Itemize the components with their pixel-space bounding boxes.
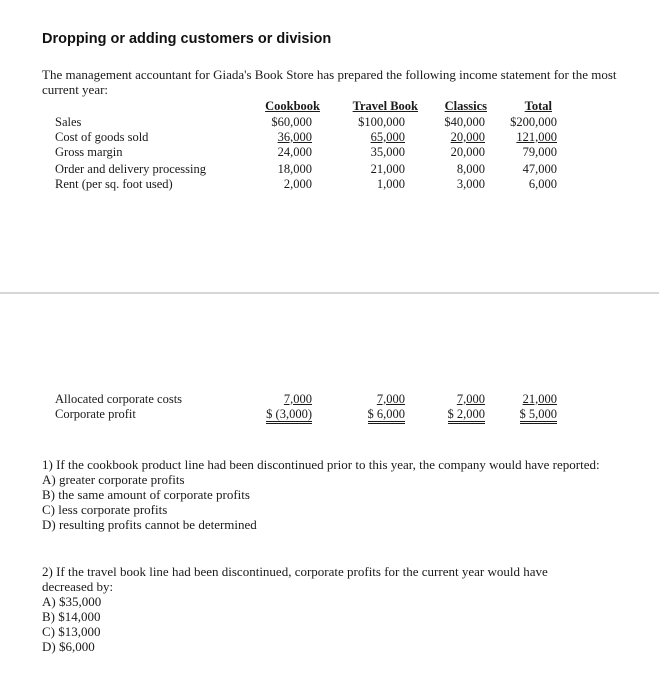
row-label-sales: Sales [55, 115, 82, 129]
cell: 21,000 [370, 162, 405, 176]
question-1-option-b[interactable]: B) the same amount of corporate profits [42, 487, 250, 502]
cell: 7,000 [456, 392, 485, 406]
cell: $ 2,000 [448, 407, 486, 424]
section-divider [0, 292, 659, 294]
question-1-option-a[interactable]: A) greater corporate profits [42, 472, 185, 487]
cell: 3,000 [456, 177, 485, 191]
cell: 121,000 [516, 130, 557, 144]
page-title: Dropping or adding customers or division [42, 31, 332, 47]
cell: 47,000 [522, 162, 557, 176]
cell: $40,000 [444, 115, 485, 129]
column-header-cookbook: Cookbook [265, 99, 320, 113]
question-2-option-d[interactable]: D) $6,000 [42, 639, 95, 654]
row-label-rent: Rent (per sq. foot used) [55, 177, 173, 191]
question-2-option-a[interactable]: A) $35,000 [42, 594, 102, 609]
row-label-gross-margin: Gross margin [55, 145, 123, 159]
cell: 18,000 [277, 162, 312, 176]
cell: 1,000 [376, 177, 405, 191]
cell: 20,000 [450, 130, 485, 144]
intro-paragraph: The management accountant for Giada's Book Store has prepared the following income statement for the most current year: [42, 67, 617, 97]
cell: 36,000 [277, 130, 312, 144]
question-2 [42, 564, 602, 654]
cell: $100,000 [358, 115, 405, 129]
question-2-prompt: 2) If the travel book line had been discontinued, corporate profits for the current year would have decreased by: [42, 564, 548, 594]
row-label-corporate-profit: Corporate profit [55, 407, 136, 421]
cell: $200,000 [510, 115, 557, 129]
question-2-option-b[interactable]: B) $14,000 [42, 609, 101, 624]
column-header-total: Total [524, 99, 552, 113]
question-1-option-d[interactable]: D) resulting profits cannot be determined [42, 517, 257, 532]
row-label-cost-of-goods-sold: Cost of goods sold [55, 130, 149, 144]
cell: $ 6,000 [368, 407, 406, 424]
cell: $60,000 [271, 115, 312, 129]
question-1 [42, 457, 602, 532]
cell: 20,000 [450, 145, 485, 159]
column-header-classics: Classics [444, 99, 487, 113]
cell: 24,000 [277, 145, 312, 159]
cell: 8,000 [456, 162, 485, 176]
cell: 7,000 [283, 392, 312, 406]
cell: 35,000 [370, 145, 405, 159]
question-2-option-c[interactable]: C) $13,000 [42, 624, 101, 639]
row-label-order-delivery: Order and delivery processing [55, 162, 206, 176]
question-1-option-c[interactable]: C) less corporate profits [42, 502, 168, 517]
cell: 6,000 [528, 177, 557, 191]
cell: 79,000 [522, 145, 557, 159]
cell: $ 5,000 [520, 407, 558, 424]
cell: 65,000 [370, 130, 405, 144]
cell: 2,000 [283, 177, 312, 191]
cell: 7,000 [376, 392, 405, 406]
cell: $ (3,000) [266, 407, 312, 424]
question-1-prompt: 1) If the cookbook product line had been discontinued prior to this year, the company would have reported: [42, 457, 600, 472]
cell: 21,000 [522, 392, 557, 406]
column-header-travel-book: Travel Book [352, 99, 418, 113]
row-label-allocated-costs: Allocated corporate costs [55, 392, 183, 406]
